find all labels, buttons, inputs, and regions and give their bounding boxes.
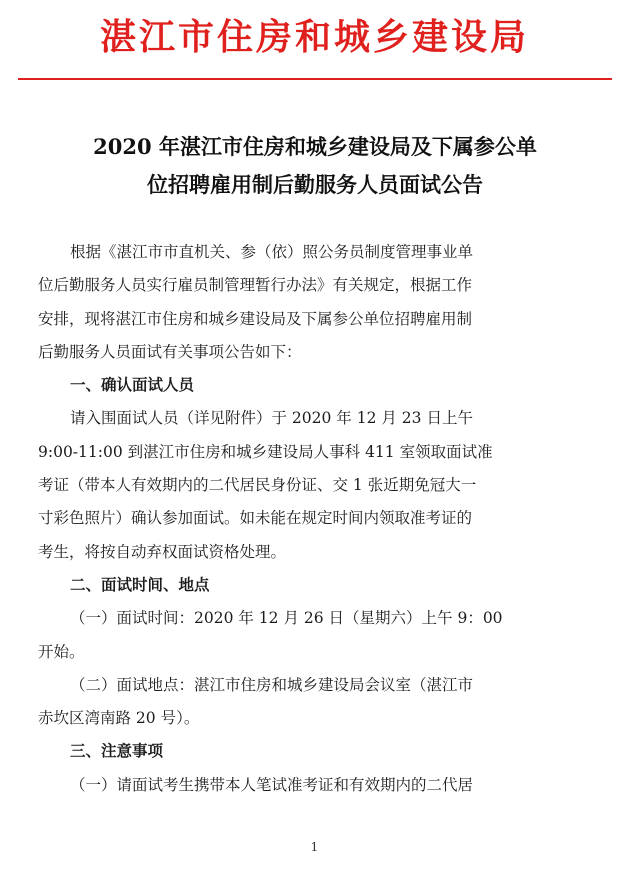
document-title-line-1: 2020 年湛江市住房和城乡建设局及下属参公单 [93, 134, 537, 159]
body-line: 安排，现将湛江市住房和城乡建设局及下属参公单位招聘雇用制 [38, 309, 473, 328]
page-number: 1 [310, 840, 319, 854]
body-line: 赤坎区湾南路 20 号）。 [38, 709, 200, 728]
section-heading: 一、确认面试人员 [70, 376, 195, 395]
body-line: 考生，将按自动弃权面试资格处理。 [38, 542, 287, 561]
document-body [38, 236, 586, 802]
body-line: （一）面试时间：2020 年 12 月 26 日（星期六）上午 9：00 [70, 609, 503, 628]
body-line: 请入围面试人员（详见附件）于 2020 年 12 月 23 日上午 [70, 409, 473, 428]
body-line: 位后勤服务人员实行雇员制管理暂行办法》有关规定，根据工作 [38, 276, 473, 295]
body-line: 考证（带本人有效期内的二代居民身份证、交 1 张近期免冠大一 [38, 476, 477, 495]
document-title-line-2: 位招聘雇用制后勤服务人员面试公告 [147, 172, 483, 197]
body-line: 后勤服务人员面试有关事项公告如下： [38, 342, 302, 361]
body-line: （二）面试地点：湛江市住房和城乡建设局会议室（湛江市 [70, 675, 474, 694]
body-line: 根据《湛江市市直机关、参（依）照公务员制度管理事业单 [70, 243, 474, 261]
masthead-red-rule [18, 78, 612, 80]
section-heading: 三、注意事项 [70, 742, 164, 761]
body-line: （一）请面试考生携带本人笔试准考证和有效期内的二代居 [70, 775, 474, 794]
body-line: 9:00-11:00 到湛江市住房和城乡建设局人事科 411 室领取面试准 [38, 442, 493, 461]
body-line: 开始。 [38, 642, 85, 661]
document-title [30, 128, 600, 204]
section-heading: 二、面试时间、地点 [70, 575, 210, 594]
masthead-title: 湛江市住房和城乡建设局 [99, 17, 529, 58]
body-line: 寸彩色照片）确认参加面试。如未能在规定时间内领取准考证的 [38, 509, 473, 528]
